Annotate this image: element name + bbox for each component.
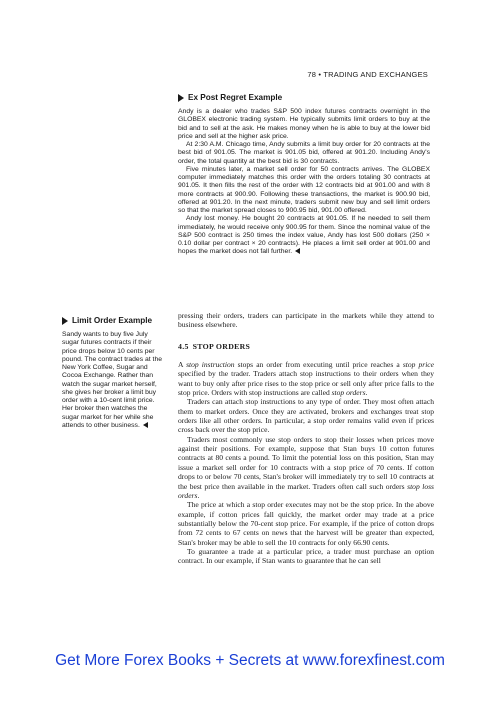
- term-stop-loss-orders: stop loss orders: [178, 481, 434, 500]
- promo-banner[interactable]: Get More Forex Books + Secrets at www.forexfinest.com: [55, 652, 445, 669]
- ex-post-last-text: Andy lost money. He bought 20 contracts at 901.05. If he needed to sell them immediately, he would receive only 900.95 for them. Since the nominal value of the S&P 500 contract is 250 times the index value, Andy has lost 500 dollars (250 × 0.10 dollar per contract × 20 contracts). He places a limit sell order at 901.00 and hopes the market does not fall further.: [178, 215, 430, 256]
- right-arrow-icon: [62, 317, 68, 325]
- text-run: .: [197, 490, 200, 500]
- body-paragraph: [178, 360, 434, 397]
- limit-order-text: Sandy wants to buy five July sugar futures contracts if their price drops below 10 cents per pound. The contract trades at the New York Coffee, Sugar and Cocoa Exchange. Rather than watch the sugar market herself, she gives her broker a limit buy order with a 10-cent limit price. Her broker then watches the sugar market for her while she attends to other business.: [62, 331, 163, 429]
- limit-order-body: [62, 331, 162, 430]
- body-paragraph: To guarantee a trade at a particular price, a trader must purchase an option contract. In our example, if Stan wants to guarantee that he can sell: [178, 546, 434, 566]
- main-text-column: [178, 311, 434, 566]
- page-number: 78: [307, 70, 317, 79]
- ex-post-body: [178, 108, 430, 257]
- running-header: [307, 70, 428, 79]
- left-arrow-end-icon: [295, 248, 300, 254]
- section-number: 4.5: [178, 341, 189, 351]
- header-separator: •: [318, 70, 322, 79]
- text-run: stops an order from executing until price reaches a: [234, 360, 403, 370]
- ex-post-paragraph: At 2:30 A.M. Chicago time, Andy submits a limit buy order for 20 contracts at the best bid of 901.05. The market is 901.05 bid, offered at 901.20. Including Andy's order, the total quantity at the best bid is 30 contracts.: [178, 141, 430, 165]
- lead-paragraph: pressing their orders, traders can participate in the markets while they attend to business elsewhere.: [178, 311, 434, 330]
- body-paragraph: Traders can attach stop instructions to any type of order. They most often attach them to market orders. Once they are activated, brokers and exchanges treat stop orders like all other orders. In particular, a stop order remains valid even if prices cross back over the stop price.: [178, 397, 434, 435]
- section-heading: [178, 342, 434, 351]
- term-stop-orders: stop orders: [331, 388, 366, 398]
- term-stop-instruction: stop instruction: [186, 360, 235, 370]
- limit-order-box: [62, 316, 162, 430]
- text-run: .: [365, 388, 368, 398]
- limit-title-row: [62, 316, 162, 325]
- ex-post-paragraph: Five minutes later, a market sell order for 50 contracts arrives. The GLOBEX computer immediately matches this order with the orders totaling 30 contracts at 901.05. It then fills the rest of the order with 12 contracts bid at 901.00 and with 8 more contracts at 900.90. Following these transactions, the market is 900.90 bid, offered at 901.20. In the next minute, traders submit new buy and sell limit orders so that the market spread closes to 900.95 bid, 901.00 offered.: [178, 165, 430, 214]
- text-run: specified by the trader. Traders attach stop instructions to their orders when they want to buy only after price rises to the stop price or sell only after price falls to the stop price. Orders with stop instructions are called: [178, 369, 434, 398]
- limit-order-paragraph: [62, 331, 162, 430]
- body-paragraph: The price at which a stop order executes may not be the stop price. In the above example, if cotton prices fall quickly, the market order may trade at a price substantially below the 70-cent stop price. For example, if the price of cotton drops from 72 cents to 67 cents on news that the harvest will be greater than expected, Stan's broker may be able to sell the 10 contracts for only 66.90 cents.: [178, 500, 434, 547]
- ex-post-title: Ex Post Regret Example: [188, 93, 283, 102]
- running-title: TRADING AND EXCHANGES: [323, 70, 428, 79]
- right-arrow-icon: [178, 94, 184, 102]
- left-arrow-end-icon: [143, 422, 148, 428]
- section-title: STOP ORDERS: [192, 341, 251, 351]
- ex-post-title-row: [178, 93, 430, 102]
- body-paragraph: [178, 435, 434, 500]
- limit-order-title: Limit Order Example: [72, 316, 153, 325]
- ex-post-paragraph: [178, 215, 430, 256]
- text-run: A: [178, 360, 187, 370]
- ex-post-regret-box: [178, 93, 430, 257]
- text-run: Traders most commonly use stop orders to stop their losses when prices move against their positions. For example, suppose that Stan buys 10 cotton futures contracts at 80 cents a pound. To limit the potential loss on this position, Stan may issue a market sell order for 10 contracts with a stop price of 70 cents. If cotton drops to or below 70 cents, Stan's broker will immediately try to sell 10 contracts at the best price then available in the market. Traders often call such orders: [178, 434, 434, 491]
- ex-post-paragraph: Andy is a dealer who trades S&P 500 index futures contracts overnight in the GLOBEX electronic trading system. He typically submits limit orders to buy at the bid and to sell at the ask. He makes money when he is able to buy at the lower bid price and sell at the higher ask price.: [178, 108, 430, 140]
- term-stop-price: stop price: [402, 360, 434, 370]
